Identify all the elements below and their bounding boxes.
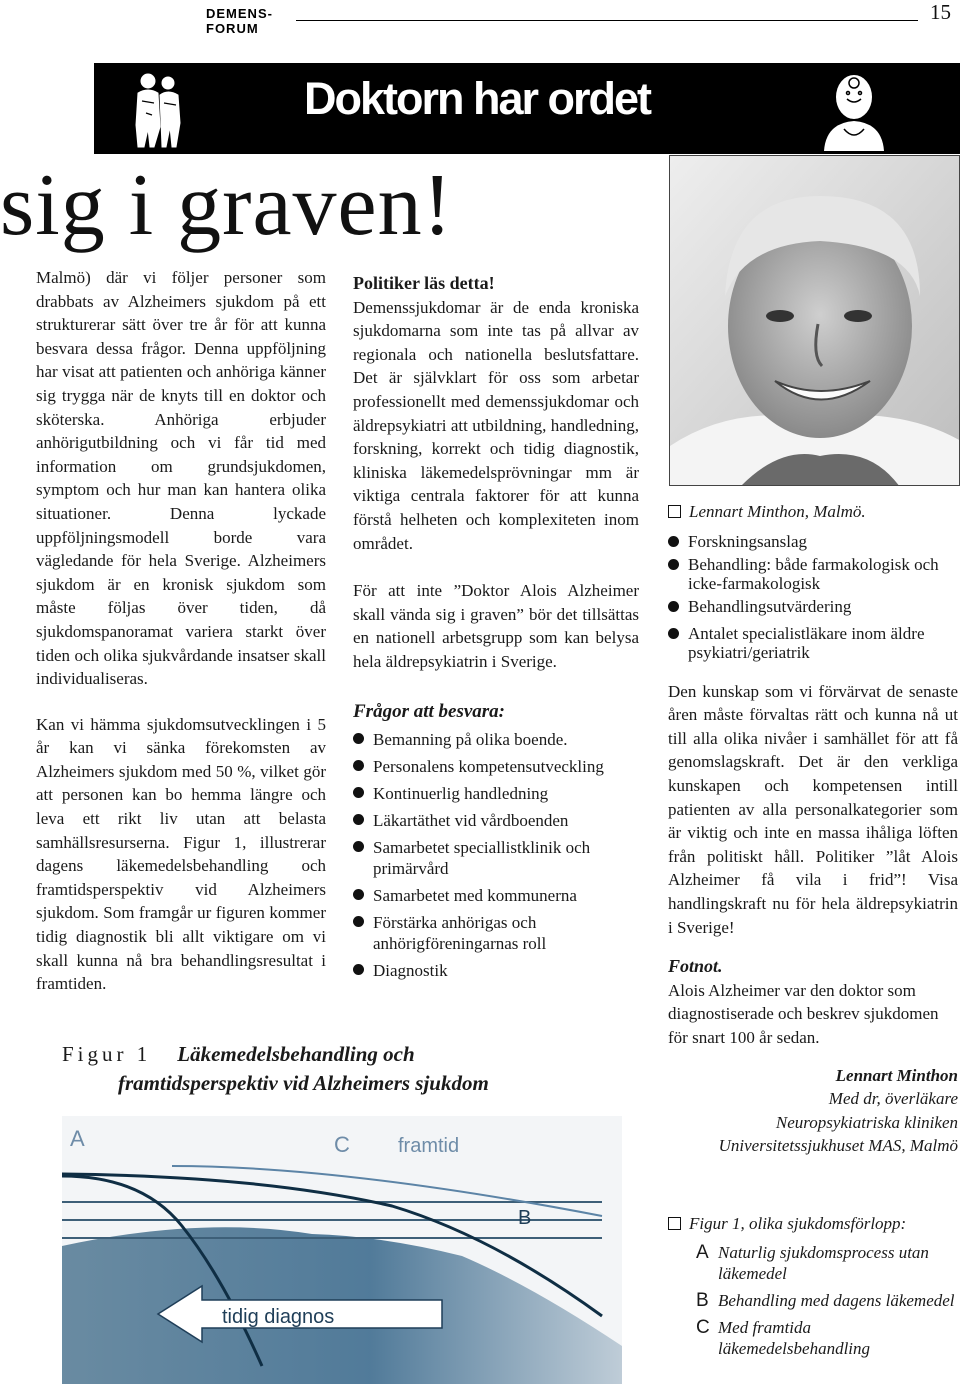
photo-caption: Lennart Minthon, Malmö. — [668, 500, 958, 524]
list-item: Kontinuerlig handledning — [353, 783, 639, 804]
author-hospital: Universitetssjukhuset MAS, Malmö — [718, 1136, 958, 1156]
list-item: Behandlingsutvärdering — [668, 597, 958, 616]
figure-title-line1: Läkemedelsbehandling och — [177, 1042, 415, 1066]
legend-item: B Behandling med dagens läkemedel — [696, 1290, 955, 1311]
elderly-couple-icon — [124, 67, 194, 151]
curve-label-b: B — [518, 1207, 532, 1229]
diagnosis-label: tidig diagnos — [222, 1306, 335, 1328]
section-heading: Politiker läs detta! — [353, 273, 495, 293]
questions-list — [353, 729, 639, 981]
curve-label-a: A — [70, 1126, 85, 1151]
list-item: Samarbetet speciallistklinik och primärvård — [353, 837, 639, 879]
list-item: Personalens kompetensutveckling — [353, 756, 639, 777]
figure-legend — [668, 1213, 958, 1365]
author-name: Lennart Minthon — [835, 1065, 958, 1085]
bullet-icon — [353, 787, 364, 798]
masthead-line1: DEMENS- — [206, 6, 273, 21]
masthead — [206, 6, 273, 36]
bullet-icon — [353, 841, 364, 852]
column-right — [668, 500, 958, 1158]
bullet-icon — [353, 889, 364, 900]
list-item: Diagnostik — [353, 960, 639, 981]
banner-title: Doktorn har ordet — [304, 73, 651, 124]
future-label: framtid — [398, 1135, 460, 1157]
footnote-text: Alois Alzheimer var den doktor som diagnostiserade och beskrev sjukdomen för snart 100 år sedan. — [668, 980, 939, 1047]
author-signoff — [668, 1064, 958, 1158]
body-paragraph: Malmö) där vi följer personer som drabbats av Alzheimers sjukdom på ett strukturerar sätt över tre år för att kunna besvara dessa frågor. Denna uppföljning har visat att patienten och anhöriga känner sig trygga när de knyts till en doktor och sköterska. Anhöriga erbjuder anhörigutbildning och vi får tid med information om grundsjukdomen, symptom och hur man kan hantera olika situationer. Denna lyckade uppföljningsmodell borde vara vägledande för hela Sverige. Alzheimers sjukdom är en kronisk sjukdom som måste följas över tiden, då sjukdomspanoramat variera starkt över tiden och olika sjukvårdande insatser skall individualiseras. — [36, 268, 326, 689]
page-number: 15 — [930, 0, 951, 24]
figure-label: Figur 1 — [62, 1042, 152, 1066]
masthead-line2: FORUM — [206, 21, 259, 36]
author-department: Neuropsykiatriska kliniken — [775, 1112, 958, 1132]
list-item: Bemanning på olika boende. — [353, 729, 639, 750]
column-left — [36, 266, 326, 996]
bullet-icon — [353, 733, 364, 744]
list-item: Samarbetet med kommunerna — [353, 885, 639, 906]
section-banner — [94, 63, 960, 154]
figure-title-line2: framtidsperspektiv vid Alzheimers sjukdom — [118, 1071, 489, 1095]
list-item: Behandling: både farmakologisk och icke-farmakologisk — [668, 555, 958, 593]
bullet-icon — [353, 916, 364, 927]
legend-item: C Med framtida läkemedelsbehandling — [696, 1317, 871, 1358]
column-middle — [353, 272, 639, 987]
list-item: Forskningsanslag — [668, 532, 958, 551]
disease-course-diagram — [62, 1116, 622, 1384]
list-item: Läkartäthet vid vårdboenden — [353, 810, 639, 831]
body-paragraph: Demenssjukdomar är de enda kroniska sjukdomarna som inte tas på allvar av regionala och nationella beslutsfattare. Det är självklart för oss som arbetar professionellt med demenssjukdomar och äldrepsykiatri att utbildning, handledning, forskning, korrekt och tidig diagnostik, kliniska läkemedelsprövningar mm är viktiga centrala faktorer för att kunna förstå helheten och komplexiteten inom området. — [353, 297, 639, 553]
body-paragraph: Den kunskap som vi förvärvat de senaste åren måste förvaltas rätt och kunna nå ut till alla olika nivåer i samhället för att få genomslagskraft. Det är den verkliga kunskapen och kompetensen intill patienten av alla personalkategorier som är viktig och inte en massa ihåliga löften från politiskt håll. Politiker ”låt Alois Alzheimer få vila i frid”! Visa handlingskraft nu för hela äldrepsykiatrin i Sverige! — [668, 681, 958, 937]
figure-illustration — [62, 1116, 622, 1384]
footnote-heading: Fotnot. — [668, 956, 723, 977]
author-title: Med dr, överläkare — [828, 1089, 958, 1109]
bullet-icon — [668, 601, 679, 612]
body-paragraph: För att inte ”Doktor Alois Alzheimer skall vända sig i graven” bör det tillsättas en nationell arbetsgrupp som kan belysa hela äldrepsykiatrin i Sverige. — [353, 581, 639, 671]
legend-title: Figur 1, olika sjukdomsförlopp: — [668, 1213, 958, 1234]
list-item: Förstärka anhörigas och anhörigföreningarnas roll — [353, 912, 639, 954]
checkbox-square-icon — [668, 1217, 681, 1230]
checkbox-square-icon — [668, 505, 681, 518]
author-photo — [669, 155, 960, 486]
legend-item: A Naturlig sjukdomsprocess utan läkemedel — [696, 1242, 929, 1283]
bullet-icon — [353, 760, 364, 771]
list-item: Antalet specialistläkare inom äldre psykiatri/geriatrik — [668, 624, 958, 662]
portrait-image — [670, 156, 960, 486]
header-rule — [296, 20, 918, 21]
doctor-icon — [814, 67, 894, 151]
priority-list — [668, 532, 958, 662]
article-headline: sig i graven! — [0, 157, 453, 254]
body-paragraph: Kan vi hämma sjukdomsutvecklingen i 5 år kan vi sänka förekomsten av Alzheimers sjukdom med 50 %, vilket gör att personen kan bo hemma längre och leva ett rikt liv utan att belasta samhällsresurserna. Figur 1, illustrerar dagens läkemedelsbehandling och framtidsperspektiv vid Alzheimers sjukdom. Som framgår ur figuren kommer tidig diagnostik bli allt viktigare om vi skall kunna nå bra behandlingsresultat i framtiden. — [36, 714, 326, 994]
bullet-icon — [353, 814, 364, 825]
curve-label-c: C — [334, 1132, 350, 1157]
bullet-icon — [353, 964, 364, 975]
bullet-icon — [668, 628, 679, 639]
bullet-icon — [668, 536, 679, 547]
bullet-icon — [668, 559, 679, 570]
figure-caption — [62, 1040, 622, 1098]
questions-heading: Frågor att besvara: — [353, 700, 505, 722]
